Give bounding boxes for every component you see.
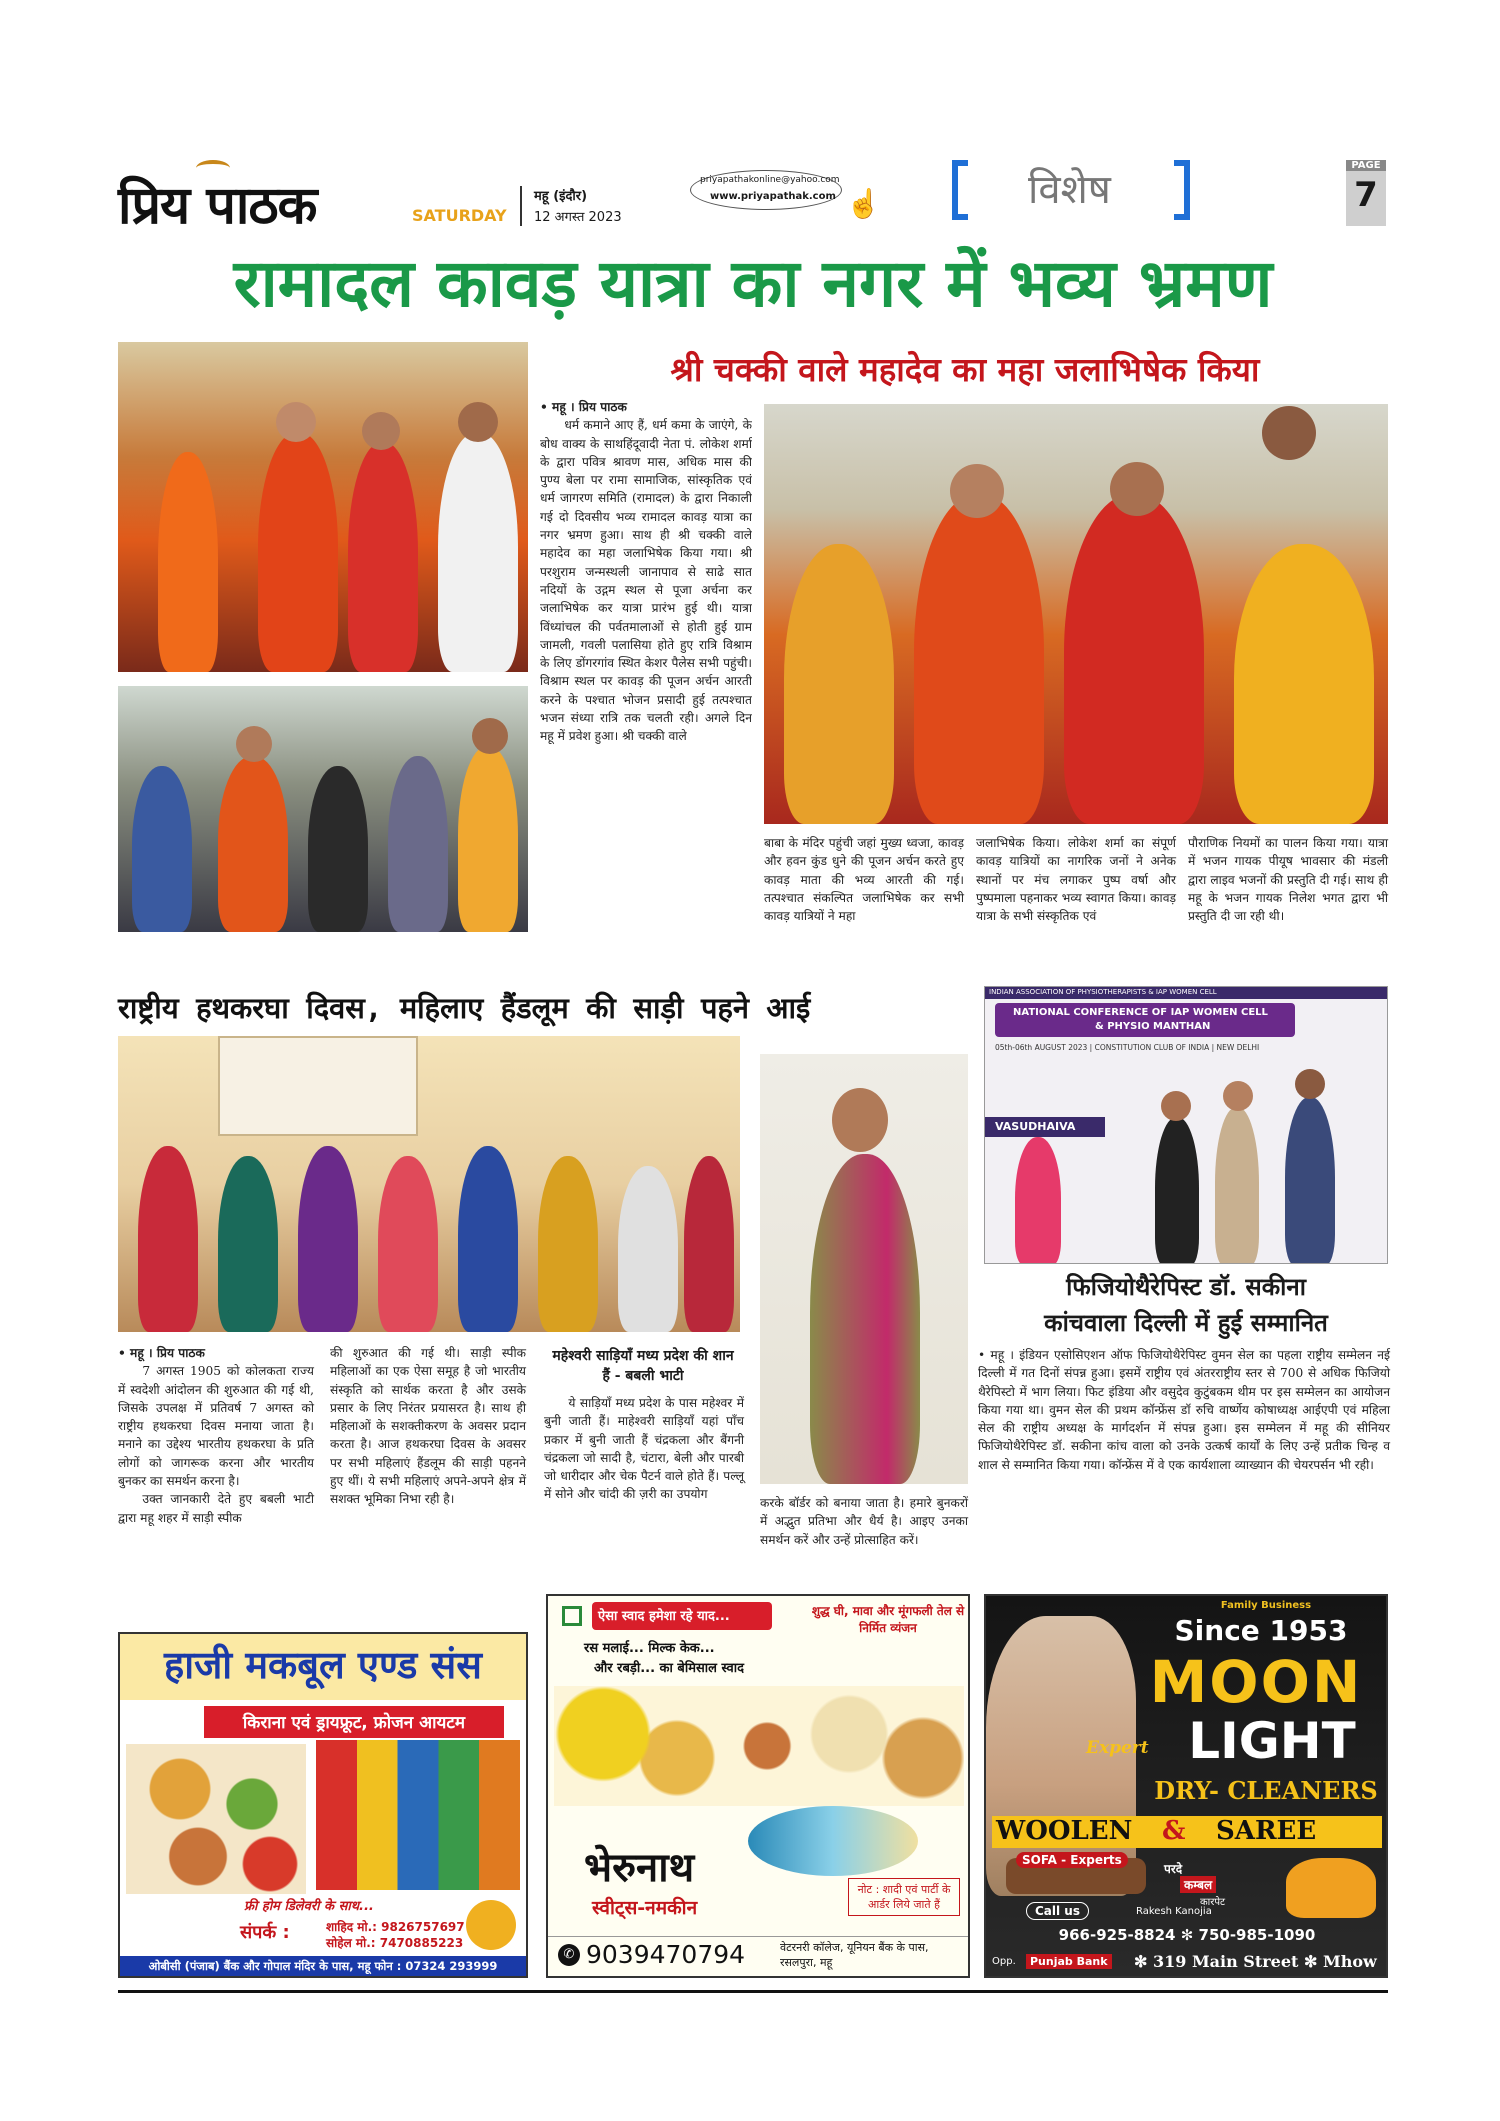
- ad3-pardey: परदे: [1164, 1862, 1183, 1876]
- page-label: PAGE: [1346, 160, 1386, 171]
- ad3-saree: SAREE: [1216, 1816, 1317, 1846]
- phone-icon: ✆: [558, 1944, 580, 1966]
- saree-lady-photo: [760, 1054, 968, 1484]
- scooter-icon: [1286, 1858, 1376, 1918]
- maheshwari-subhead: महेश्वरी साड़ियाँ मध्य प्रदेश की शान हैं - बबली भाटी: [552, 1348, 734, 1385]
- physio-story: • महू । इंडियन एसोसिएशन ऑफ फिजियोथैरेपिस्ट वुमन सेल का पहला राष्ट्रीय सम्मेलन नई दिल्ली में गत दिनों संपन्न हुआ। इसमें राष्ट्रीय एवं अंतरराष्ट्रीय स्तर से 700 से अधिक फिजियो थैरेपिस्टो में भाग लिया। फिट इंडिया और वसुदेव कुटुंबकम थीम पर इस सम्मेलन का आयोजन किया गया था। वुमन सेल की प्रथम कॉन्फ्रेंस डॉ रुचि वार्ष्णेय कोषाध्यक्ष आईएपी एवं महिला सेल की राष्ट्रीय अध्यक्ष के मार्गदर्शन में संपन्न हुआ। इस सम्मेलन में महू की सीनियर फिजियोथैरेपिस्ट डॉ. सकीना कांच वाला को उनके उत्कर्ष कार्यों के लिए उन्हें प्रतीक चिन्ह व शाल से सम्मानित किया गया। कॉन्फ्रेंस में वे एक कार्यशाला व्याख्यान की चेयरपर्सन भी रही।: [978, 1348, 1390, 1472]
- bottom-rule: [118, 1990, 1388, 1993]
- ad2-pure: शुद्ध घी, मावा और मूंगफली तेल से निर्मित व्यंजन: [811, 1604, 965, 1635]
- yatra-story-col2: बाबा के मंदिर पहुंची जहां मुख्य ध्वजा, कावड़ और हवन कुंड धुने की पूजन अर्चन करते हुए कावड़ माता की भव्य आरती की गई। तत्पश्चात संकल्पित जलाभिषेक कर सभी कावड़ यात्रियों ने महा: [764, 836, 964, 924]
- yatra-story-col1: [540, 398, 752, 934]
- ad3-carpet: कारपेट: [1200, 1897, 1226, 1908]
- ad2-tag: ऐसा स्वाद हमेशा रहे याद...: [598, 1609, 730, 1624]
- conference-word: VASUDHAIVA: [995, 1120, 1076, 1133]
- ad2-brand-sub: स्वीट्स-नमकीन: [592, 1897, 698, 1919]
- ad2-line2: और रबड़ी... का बेमिसाल स्वाद: [594, 1661, 745, 1676]
- yatra-story-col3: जलाभिषेक किया। लोकेश शर्मा का संपूर्ण कावड़ यात्रियों का नागरिक जनों ने अनेक स्थानों पर मंच लगाकर पुष्प वर्षा और पुष्पमाला पहनाकर भव्य स्वागत किया। कावड़ यात्रा के सभी संस्कृतिक एवं: [976, 836, 1176, 924]
- sub-headline: श्री चक्की वाले महादेव का महा जलाभिषेक किया: [670, 350, 1260, 389]
- ad2-feather-image: [748, 1806, 918, 1876]
- main-headline: रामादल कावड़ यात्रा का नगर में भव्य भ्रमण: [233, 245, 1273, 322]
- conference-title2: & PHYSIO MANTHAN: [1095, 1021, 1211, 1032]
- handloom-headline: राष्ट्रीय हथकरघा दिवस, महिलाए हैंडलूम की साड़ी पहने आई: [118, 991, 811, 1025]
- temple-icon: [196, 160, 230, 176]
- yatra-photo-2: [118, 686, 528, 932]
- ad-moon-light[interactable]: [984, 1594, 1388, 1978]
- yatra-photo-1: [118, 342, 528, 672]
- ad2-address: वेटरनरी कॉलेज, यूनियन बैंक के पास, रसलपुरा, महू: [780, 1941, 929, 1969]
- website-text[interactable]: www.priyapathak.com: [710, 191, 836, 202]
- section-bracket-right: [1174, 160, 1190, 220]
- page-number: 7: [1354, 175, 1378, 215]
- handloom-byline: • महू । प्रिय पाठक: [118, 1346, 205, 1360]
- ad3-light: LIGHT: [1188, 1712, 1356, 1770]
- yatra-photo-3: [764, 404, 1388, 824]
- ad3-address: ✻ 319 Main Street ✻ Mhow: [1134, 1952, 1377, 1971]
- ad3-moon: MOON: [1149, 1648, 1363, 1716]
- yatra-story-col4: पौराणिक नियमों का पालन किया गया। यात्रा में भजन गायक पीयूष भावसार की मंडली द्वारा लाइव भजनों की प्रस्तुति दी गई। साथ ही महू के भजन गायक निलेश भगत द्वारा भी प्रस्तुति दी जा रही थी।: [1188, 836, 1388, 924]
- ad3-expert: Expert: [1086, 1738, 1149, 1758]
- ad2-sweets-image: [554, 1686, 964, 1806]
- ad2-brand: भेरुनाथ: [584, 1845, 695, 1891]
- edition-date: 12 अगस्त 2023: [534, 210, 622, 225]
- conference-banner-top: INDIAN ASSOCIATION OF PHYSIOTHERAPISTS & IAP WOMEN CELL: [989, 988, 1217, 996]
- email-text[interactable]: priyapathakonline@yahoo.com: [700, 175, 840, 185]
- ad2-phone[interactable]: 9039470794: [586, 1940, 746, 1969]
- ad3-person: Rakesh Kanojia: [1136, 1906, 1212, 1917]
- day-label: SATURDAY: [412, 206, 507, 225]
- ad3-dry: DRY- CLEANERS: [1154, 1776, 1378, 1805]
- ad3-woolen: WOOLEN: [996, 1816, 1133, 1846]
- ad3-opp: Opp.: [992, 1956, 1016, 1967]
- physio-headline-2: कांचवाला दिल्ली में हुई सम्मानित: [1044, 1308, 1328, 1337]
- ad-bherunath-sweets[interactable]: [546, 1594, 970, 1978]
- ad3-sofa: SOFA - Experts: [1016, 1852, 1128, 1868]
- handloom-story-col2: की शुरुआत की गई थी। साड़ी स्पीक महिलाओं का एक ऐसा समूह है जो भारतीय संस्कृति को सार्थक करता है और उसके प्रसार के लिए निरंतर प्रयासरत है। साथ ही महिलाओं के सशक्तीकरण के अवसर प्रदान करता है। आज हथकरघा दिवस के अवसर पर सभी महिलाएं हैंडलूम की साड़ी पहनने हुए थीं। ये सभी महिलाएं अपने-अपने क्षेत्र में सशक्त भूमिका निभा रही है।: [330, 1346, 526, 1507]
- ad3-kambal: कम्बल: [1180, 1876, 1216, 1893]
- ad1-contact-label: संपर्क :: [240, 1922, 290, 1943]
- hand-cursor-icon: ☝: [846, 187, 881, 220]
- ad1-phone1[interactable]: शाहिद मो.: 9826757697: [326, 1920, 465, 1934]
- page-box: [1346, 160, 1386, 226]
- masthead-logo: प्रिय पाठक: [118, 176, 317, 236]
- saree-group-photo: [118, 1036, 740, 1332]
- section-title: विशेष: [1028, 167, 1111, 213]
- ad1-delivery-scooter-icon: [466, 1900, 516, 1950]
- ad3-amp: &: [1162, 1816, 1186, 1846]
- ad2-note: नोट : शादी एवं पार्टी के आर्डर लिये जाते हैं: [848, 1878, 960, 1916]
- ad1-address: ओबीसी (पंजाब) बैंक और गोपाल मंदिर के पास, महू फोन : 07324 293999: [148, 1959, 498, 1973]
- ad3-call[interactable]: Call us: [1026, 1902, 1089, 1920]
- physio-headline-1: फिजियोथैरेपिस्ट डॉ. सकीना: [1066, 1272, 1306, 1301]
- ad1-name: हाजी मकबूल एण्ड संस: [164, 1643, 482, 1687]
- ad3-phones[interactable]: 966-925-8824 ✻ 750-985-1090: [1058, 1926, 1316, 1944]
- edition-place: महू (इंदौर): [534, 189, 588, 204]
- yatra-byline: • महू । प्रिय पाठक: [540, 400, 627, 414]
- conference-photo: [984, 986, 1388, 1264]
- ad1-tagline: किराना एवं ड्रायफ्रूट, फ्रोजन आयटम: [242, 1713, 466, 1733]
- ad1-products-image: [316, 1740, 520, 1890]
- handloom-story-col1: [118, 1344, 314, 1527]
- ad3-since: Since 1953: [1174, 1614, 1348, 1647]
- ad1-phone2[interactable]: सोहेल मो.: 7470885223: [326, 1936, 464, 1950]
- yatra-col1-text: धर्म कमाने आए हैं, धर्म कमा के जाएंगे, के बोध वाक्य के साथहिंदूवादी नेता पं. लोकेश शर्मा के द्वारा पवित्र श्रावण मास, अधिक मास की पुण्य बेला पर रामा सामाजिक, सांस्कृतिक एवं धर्म जागरण समिति (रामादल) के द्वारा निकाली गई दो दिवसीय भव्य रामादल कावड़ यात्रा का नगर भ्रमण हुआ। साथ ही श्री चक्की वाले महादेव का महा जलाभिषेक किया गया। श्री परशुराम जन्मस्थली जानापाव से साढे सात नदियों के उद्गम स्थल से पूजा अर्चना कर जलाभिषेक कर यात्रा प्रारंभ हुई थी। यात्रा विंध्यांचल की पर्वतमालाओं से होती हुई ग्राम जामली, गवली पलासिया होते हुए रात्रि विश्राम के लिए डोंगरगांव स्थित केशर पैलेस सभी पहुंची। विश्राम स्थल पर कावड़ की पूजन अर्चन आरती करने के पश्चात भोजन प्रसादी हुई तत्पश्चात भजन संध्या रात्रि तक चलती रही। अगले दिन महू में प्रवेश हुआ। श्री चक्की वाले: [540, 418, 752, 744]
- handloom-col1b-text: उक्त जानकारी देते हुए बबली भाटी द्वारा महू शहर में साड़ी स्पीक: [118, 1492, 314, 1525]
- section-bracket-left: [952, 160, 968, 220]
- ad-haji-maqbool[interactable]: [118, 1632, 528, 1978]
- conference-dates: 05th-06th AUGUST 2023 | CONSTITUTION CLUB OF INDIA | NEW DELHI: [995, 1043, 1260, 1052]
- conference-title1: NATIONAL CONFERENCE OF IAP WOMEN CELL: [1013, 1007, 1268, 1018]
- ad2-square-icon: [562, 1606, 582, 1626]
- ad1-produce-image: [126, 1744, 306, 1894]
- ad2-line1: रस मलाई... मिल्क केक...: [584, 1641, 715, 1656]
- ad1-delivery: फ्री होम डिलेवरी के साथ...: [244, 1899, 374, 1914]
- masthead-divider: [520, 186, 522, 226]
- ad3-bank: Punjab Bank: [1026, 1954, 1112, 1969]
- handloom-story-col3: ये साड़ियाँ मध्य प्रदेश के पास महेश्वर में बुनी जाती हैं। माहेश्वरी साड़ियाँ यहां पाँच प्रकार में बुनी जाती हैं चंद्रकला और बैंगनी चंद्रकला जो सादी है, चंटारा, बेली और पारबी जो धारीदार और चेक पैटर्न वाले होते हैं। पल्लू में सोने और चांदी की ज़री का उपयोग: [544, 1396, 744, 1502]
- handloom-col1-text: 7 अगस्त 1905 को कोलकता राज्य में स्वदेशी आंदोलन की शुरुआत की गई थी, जिसके उपलक्ष में प्रतिवर्ष 7 अगस्त को राष्ट्रीय हथकरघा दिवस मनाया जाता है। मनाने का उद्देश्य भारतीय हथकरघा के प्रति लोगों को जागरूक करना और भारतीय बुनकर का समर्थन करना है।: [118, 1364, 314, 1489]
- handloom-story-col4: करके बॉर्डर को बनाया जाता है। हमारे बुनकरों में अद्भुत प्रतिभा और धैर्य है। आइए उनका समर्थन करें और उन्हें प्रोत्साहित करें।: [760, 1496, 968, 1547]
- ad3-family: Family Business: [1220, 1600, 1312, 1611]
